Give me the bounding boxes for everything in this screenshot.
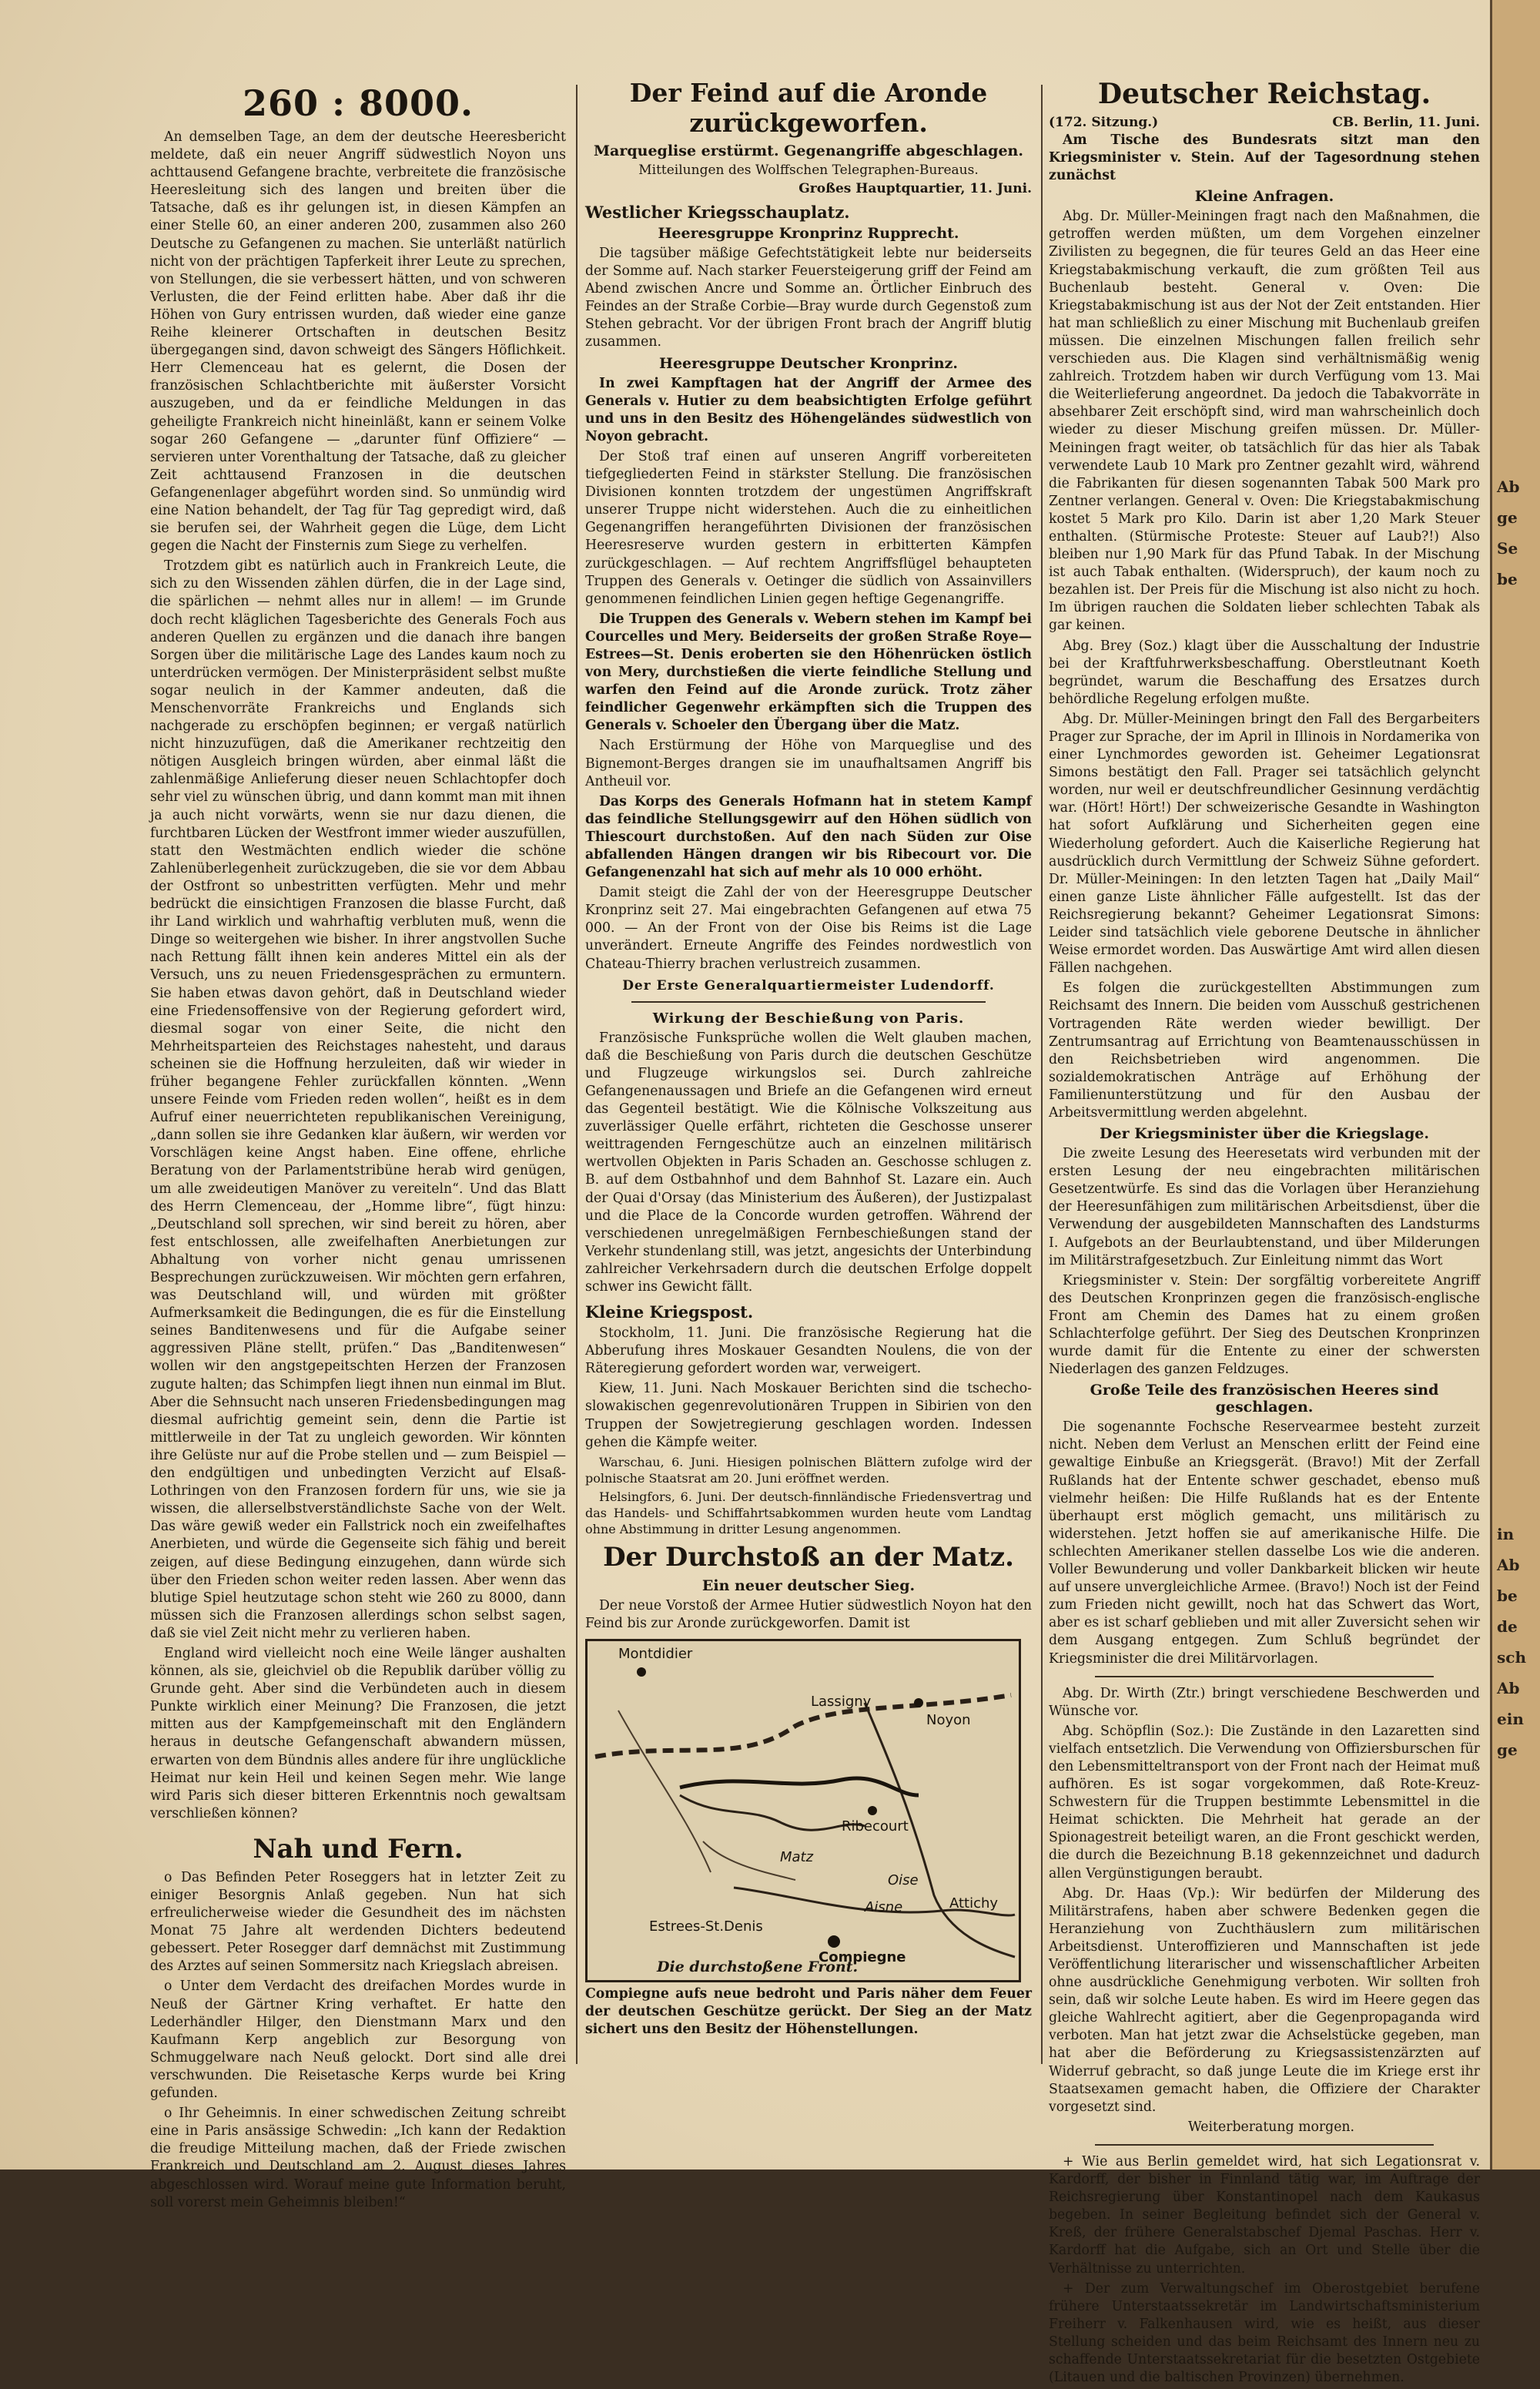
report-paragraph: Die tagsüber mäßige Gefechtstätigkeit lebte nur beiderseits der Somme auf. Nach starker Feuersteigerung griff der Feind am Abend zwischen Ancre und Somme an. Örtlicher Einbruch des Feindes an der Straße Corbie—Bray wurde durch Gegenstoß zum Stehen gebracht. Vor der übrigen Front brach der Angriff blutig zusammen. (585, 246, 1032, 350)
adjacent-page-edge (1490, 0, 1540, 2170)
news-item: + Wie aus Berlin gemeldet wird, hat sich Legationsrat v. Kardorff, der bisher in Finnland tätig war, im Auftrage der Reichsregierung über Konstantinopel nach dem Kaukasus begeben. In seiner Begleitung befindet sich der General v. Kreß, der frühere Generalstabschef Djemal Paschas. Herr v. Kardorff hat die Aufgabe, sich an Ort und Stelle über die Verhältnisse zu unterrichten. (1049, 2153, 1480, 2277)
edge-fragment: Ab (1497, 1679, 1520, 1697)
edge-fragment: sch (1497, 1648, 1526, 1667)
article-paragraph: An demselben Tage, an dem der deutsche Heeresbericht meldete, daß ein neuer Angriff südwestlich Noyon uns achttausend Gefangene brachte, verbreitete die französische Heeresleitung sich des langen und breiten über die Tatsache, daß es ihr gelungen ist, in diesen Kämpfen an einer Stelle 60, an einer anderen 200, zusammen also 260 Deutsche zu Gefangenen zu machen. Sie unterläßt natürlich nicht von der prächtigen Tapferkeit ihrer Leute zu sprechen, von Stellungen, die sie verbessert hätten, und von schweren Verlusten, die der Feind erlitten habe. Aber daß ihr die Höhen von Gury entrissen wurden, daß wieder eine ganze Reihe kleinerer Ortschaften in deutschen Besitz übergegangen sind, davon schweigt des Sängers Höflichkeit. Herr Clemenceau hat es gelernt, die Dosen der französischen Schlachtberichte mit äußerster Vorsicht auszugeben, und da er feindliche Meldungen in das geheiligte Frankreich nicht hineinläßt, kann er seinem Volke sogar 260 Gefangene — „darunter fünf Offiziere“ — servieren unter Vorenthaltung der Tatsache, daß zu gleicher Zeit achttausend Franzosen in die deutschen Gefangenenlager abgeführt worden sind. So unmündig wird eine Nation behandelt, der Tag für Tag gepredigt wird, daß sie berufen sei, der Wahrheit gegen die Lüge, dem Licht gegen die Nacht der Finsternis zum Siege zu verhelfen. (150, 129, 566, 555)
map-label: Aisne (865, 1898, 903, 1915)
signature-ludendorff: Der Erste Generalquartiermeister Ludendorff. (622, 977, 995, 993)
session-line (1049, 115, 1480, 130)
heading-paris: Wirkung der Beschießung von Paris. (652, 1010, 965, 1027)
news-item: o Unter dem Verdacht des dreifachen Mordes wurde in Neuß der Gärtner Kring verhaftet. Er hatte den Lederhändler Hilger, den Dienstmann Marx und den Kaufmann Kerp angeblich zur Besorgung von Schmuggelware nach Neuß gelockt. Dort sind alle drei verschwunden. Die Reisetasche Kerps wurde bei Kring gefunden. (150, 1979, 566, 2102)
divider (1095, 1676, 1434, 1677)
column-left (150, 73, 566, 2214)
report-paragraph: Damit steigt die Zahl der von der Heeresgruppe Deutscher Kronprinz seit 27. Mai eingebrachten Gefangenen auf etwa 75 000. — An der Front von der Oise bis Reims ist die Lage unverändert. Erneute Angriffe des Feindes nordwestlich von Chateau-Thierry brachen verlustreich zusammen. (585, 885, 1032, 972)
article-paragraph: Der neue Vorstoß der Armee Hutier südwestlich Noyon hat den Feind bis zur Aronde zurückgeworfen. Damit ist (585, 1597, 1032, 1631)
report-paragraph: Nach Erstürmung der Höhe von Marqueglise und des Bignemont-Berges drangen sie im unaufhaltsamen Angriff bis Antheuil vor. (585, 738, 1032, 789)
session-number: (172. Sitzung.) (1049, 115, 1159, 130)
edge-fragment: be (1497, 1587, 1518, 1605)
map-label: Montdidier (618, 1645, 693, 1662)
heading-kleine-anfragen: Kleine Anfragen. (1194, 188, 1334, 206)
article-paragraph: England wird vielleicht noch eine Weile länger aushalten können, als sie, gleichviel ob die Republik darüber völlig zu Grunde geht. Aber sind die Verbündeten auch in diesem Punkte wirklich einer Meinung? Die Franzosen, die jetzt mitten aus der Kampfgemeinschaft mit den Engländern heraus in deutsche Gefangenschaft abwandern müssen, erwarten von dem Bündnis alles andere für ihre unglückliche Heimat nur kein Heil und keinen Segen mehr. Wie lange wird Paris sich dieser bitteren Erkenntnis noch gewaltsam verschließen können? (150, 1645, 566, 1821)
edge-fragment: Ab (1497, 1556, 1520, 1574)
column-rule (576, 85, 578, 2064)
subheadline-matz: Ein neuer deutscher Sieg. (701, 1576, 916, 1594)
debate-paragraph: Kriegsminister v. Stein: Der sorgfältig vorbereitete Angriff des Deutschen Kronprinzen gegen die französisch-englische Front am Chemin des Dames hat zu einem großen Schlachterfolge geführt. Der Sieg des Deutschen Kronprinzen wurde damit für die Entente zu einer der schwersten Niederlagen des ganzen Feldzuges. (1049, 1272, 1480, 1378)
front-map (585, 1639, 1021, 1982)
column-rule (1041, 85, 1043, 2064)
post-item: Kiew, 11. Juni. Nach Moskauer Berichten sind die tschecho-slowakischen gegenrevolutionären Truppen in Sibirien von den Truppen der Sowjetregierung geschlagen worden. Indessen gehen die Kämpfe weiter. (585, 1381, 1032, 1450)
map-label: Matz (780, 1848, 814, 1865)
debate-paragraph: Abg. Dr. Haas (Vp.): Wir bedürfen der Milderung des Militärstrafens, haben aber schwere Bedenken gegen die Heranziehung von Zuchthäuslern zum militärischen Arbeitsdienst. Unteroffizieren und Mannschaften ist jede Veröffentlichung literarischer und wissenschaftlicher Arbeiten ohne ausdrückliche Genehmigung verboten. Wir sollten froh sein, daß wir solche Leute haben. Es wird im Heere gegen das gleiche Wahlrecht agitiert, aber die Gegenpropaganda wird verboten. Man hat jetzt zwar die Achselstücke gegeben, man hat aber die Beförderung zu Kriegsassistenzärzten auf Widerruf gebracht, so daß junge Leute die im Kriege erst ihr Staatsexamen gemacht haben, die Offiziere der Charakter vorgesetzt sind. (1049, 1885, 1480, 2115)
post-item: Helsingfors, 6. Juni. Der deutsch-finnländische Friedensvertrag und das Handels- und Schiffahrtsabkommen wurden heute vom Landtag ohne Abstimmung in dritter Lesung angenommen. (585, 1489, 1032, 1536)
news-item: o Ihr Geheimnis. In einer schwedischen Zeitung schreibt eine in Paris ansässige Schwedin: „Ich kann der Redaktion die freudige Mitteilung machen, daß der Friede zwischen Frankreich und Deutschland am 2. August dieses Jahres abgeschlossen wird. Worauf meine gute Information beruht, soll vorerst mein Geheimnis bleiben!“ (150, 2106, 566, 2210)
edge-fragment: ge (1497, 508, 1518, 527)
army-group-kronprinz: Heeresgruppe Deutscher Kronprinz. (659, 354, 958, 372)
debate-paragraph: Die zweite Lesung des Heeresetats wird verbunden mit der ersten Lesung der neu eingebrachten militärischen Gesetzentwürfe. Es sind das die Vorlagen über Heranziehung der Heeresunfähigen zum militärischen Arbeitsdienst, über die Verwendung der ausgebildeten Mannschaften des Landsturms I. Aufgebots an der Beurlaubtenstand, und über Milderungen im Militärstrafgesetzbuch. Zur Einleitung nimmt das Wort (1049, 1146, 1480, 1268)
report-paragraph: Das Korps des Generals Hofmann hat in stetem Kampf das feindliche Stellungsgewirr auf den Höhen südlich von Thiescourt durchstoßen. Auf den nach Süden zur Oise abfallenden Hängen drangen wir bis Ribecourt vor. Die Gefangenenzahl hat sich auf mehr als 10 000 erhöht. (585, 793, 1032, 881)
heading-kriegsminister: Der Kriegsminister über die Kriegslage. (1100, 1125, 1429, 1143)
section-west: Westlicher Kriegsschauplatz. (585, 203, 850, 222)
map-label: Noyon (926, 1711, 971, 1728)
news-item: + Der zum Verwaltungschef im Oberostgebiet berufene frühere Unterstaatssekretär im Landwirtschaftsministerium Freiherr v. Falkenhausen wird, wie es heißt, aus dieser Stellung scheiden und das beim Reichsamt des Innern neu zu schaffende Unterstaatssekretariat für die besetzten Ostgebiete (Litauen und die baltischen Provinzen) übernehmen. (1049, 2280, 1480, 2386)
debate-paragraph: Abg. Dr. Müller-Meiningen fragt nach den Maßnahmen, die getroffen werden müßten, um dem Vorgehen einzelner Zivilisten zu begegnen, die für teures Geld an das Heer eine Kriegstabakmischung verkauft, die zum größten Teil aus Buchenlaub besteht. General v. Oven: Die Kriegstabakmischung ist aus der Not der Zeit entstanden. Hier hat man schließlich zu einer Mischung mit Buchenlaub greifen müssen. Die einzelnen Mischungen fallen freilich sehr verschieden aus. Die Klagen sind verhältnismäßig wenig zahlreich. Trotzdem haben wir durch Verfügung vom 13. Mai die Weiterlieferung angeordnet. Da jedoch die Tabakvorräte in absehbarer Zeit erschöpft sind, wird man wahrscheinlich doch wieder zu dieser Mischung greifen müssen. Dr. Müller-Meiningen fragt weiter, ob tatsächlich für das hier als Tabak verwendete Laub 10 Mark pro Zentner gezahlt wird, während die Fabrikanten für diesen sogenannten Tabak 500 Mark pro Zentner verlangen. General v. Oven: Die Kriegstabakmischung kostet 5 Mark pro Kilo. Darin ist aber 1,20 Mark Steuer enthalten. (Stürmische Proteste: Steuer auf Laub?!) Also bleiben nur 1,90 Mark für das Pfund Tabak. In der Mischung ist auch Tabak enthalten. (Widerspruch), der kaum noch zu bezahlen ist. Der Preis für die Mischung ist also nicht zu hoch. Im übrigen rauchen die Soldaten lieber schlechten Tabak als gar keinen. (1049, 209, 1480, 634)
debate-paragraph: Es folgen die zurückgestellten Abstimmungen zum Reichsamt des Innern. Die beiden vom Ausschuß gestrichenen Vortragenden Räte werden wieder bewilligt. Der Zentrumsantrag auf Errichtung von Beamtenausschüssen in den Reichsbetrieben wird angenommen. Die sozialdemokratischen Anträge auf Erhöhung der Familienunterstützung und für den Ausbau der Arbeitsvermittlung werden abgelehnt. (1049, 980, 1480, 1121)
edge-fragment: Se (1497, 539, 1518, 558)
map-label: Ribecourt (842, 1818, 909, 1834)
intro-paragraph: Am Tische des Bundesrats sitzt man den Kriegsminister v. Stein. Auf der Tagesordnung stehen zunächst (1049, 132, 1480, 184)
divider (1095, 2144, 1434, 2146)
edge-fragment: de (1497, 1617, 1518, 1636)
army-group-rupprecht: Heeresgruppe Kronprinz Rupprecht. (658, 225, 959, 242)
dateline: Großes Hauptquartier, 11. Juni. (798, 181, 1032, 196)
headline-aronde: Der Feind auf die Aronde zurückgeworfen. (629, 78, 988, 138)
edge-fragment: in (1497, 1525, 1515, 1543)
map-label: Attichy (949, 1895, 999, 1912)
post-item: Warschau, 6. Juni. Hiesigen polnischen Blättern zufolge wird der polnische Staatsrat am 20. Juni eröffnet werden. (585, 1454, 1032, 1486)
heading-kriegspost: Kleine Kriegspost. (585, 1302, 754, 1322)
debate-paragraph: Abg. Schöpflin (Soz.): Die Zustände in den Lazaretten sind vielfach entsetzlich. Die Verwendung von Offiziersburschen für den Lebensmitteltransport von der Front nach der Heimat muß aufhören. Es ist sogar vorgekommen, daß Rote-Kreuz-Schwestern für die Truppen bestimmte Lebensmittel in die Heimat schickten. Die Mehrheit hat gerade an der Spionagestreit beteiligt waren, an die Front geschickt werden, die durch die Bezeichnung B.18 gekennzeichnet und dadurch allen Vergünstigungen beraubt. (1049, 1723, 1480, 1881)
adjournment-note: Weiterberatung morgen. (1187, 2119, 1355, 2135)
map-label: Lassigny (811, 1693, 872, 1710)
column-right (1049, 73, 1480, 2389)
report-paragraph: In zwei Kampftagen hat der Angriff der Armee des Generals v. Hutier zu dem beabsichtigten Erfolge geführt und uns in den Besitz des Höhengeländes südwestlich von Noyon gebracht. (585, 375, 1032, 444)
divider (631, 1001, 986, 1003)
news-item: o Das Befinden Peter Roseggers hat in letzter Zeit zu einiger Besorgnis Anlaß gegeben. Nun hat sich erfreulicherweise wieder die Gesundheit des im nächsten Monat 75 Jahre alt werdenden Dichters bedeutend gebessert. Peter Rosegger darf demnächst mit Zustimmung des Arztes auf seinen Sommersitz nach Kriegslach abreisen. (150, 1869, 566, 1975)
edge-fragment: ein (1497, 1710, 1524, 1728)
report-paragraph: Der Stoß traf einen auf unseren Angriff vorbereiteten tiefgegliederten Feind in stärkster Stellung. Die französischen Divisionen konnten trotzdem der ungestümen Angriffskraft unserer Truppe nicht widerstehen. Auch die zu einheitlichen Gegenangriffen herangeführten Divisionen der französischen Heeresreserve wurden gestern in erbitterten Kämpfen zurückgeschlagen. — Auf rechtem Angriffsflügel behaupteten Truppen des Generals v. Oetinger die südlich von Assainvillers genommenen feindlichen Linien gegen heftige Gegenangriffe. (585, 448, 1032, 607)
wire-source: Mitteilungen des Wolffschen Telegraphen-Bureaus. (638, 163, 979, 178)
map-caption: Die durchstoßene Front. (657, 1958, 859, 1975)
headline-260-8000: 260 : 8000. (242, 82, 474, 124)
section-heading-nah-und-fern: Nah und Fern. (253, 1833, 464, 1865)
subheadline: Marqueglise erstürmt. Gegenangriffe abgeschlagen. (594, 142, 1023, 159)
article-paragraph: Französische Funksprüche wollen die Welt glauben machen, daß die Beschießung von Paris durch die deutschen Geschütze und Flugzeuge wirkungslos sei. Durch zahlreiche Gefangenenaussagen und Briefe an die Gefangenen wird erneut das Gegenteil bestätigt. Wie die Kölnische Volkszeitung aus zuverlässiger Quelle erfährt, richteten die Geschosse unserer weittragenden Ferngeschütze auch an einzelnen militärisch wertvollen Objekten in Paris Schaden an. Geschosse schlugen z. B. auf dem Ostbahnhof und dem Bahnhof St. Lazare ein. Auch der Quai d'Orsay (das Ministerium des Äußeren), der Justizpalast und die Place de la Concorde wurden getroffen. Während der verschiedenen unregelmäßigen Fernbeschießungen stand der Verkehr stundenlang still, was jetzt, angesichts der Unterbindung zahlreicher Verkehrsadern durch die deutschen Erfolge doppelt schwer ins Gewicht fällt. (585, 1030, 1032, 1295)
edge-fragment: Ab (1497, 477, 1520, 496)
heading-grosse-teile: Große Teile des französischen Heeres sind geschlagen. (1090, 1382, 1439, 1416)
article-paragraph: Trotzdem gibt es natürlich auch in Frankreich Leute, die sich zu den Wissenden zählen dürfen, die in der Lage sind, die spärlichen — nehmt alles nur in allem! — im Grunde doch recht kläglichen Tagesberichte des Generals Foch aus anderen Quellen zu ergänzen und die danach ihre bangen Sorgen über die militärische Lage des Landes kaum noch zu unterdrücken vermögen. Der Ministerpräsident selbst mußte sogar neulich in der Kammer andeuten, daß die Menschenvorräte Frankreichs und Englands sich nachgerade zu erschöpfen beginnen; er vergaß natürlich nicht hinzuzufügen, daß die Amerikaner rechtzeitig den nötigen Ausgleich bringen würden, aber einmal läßt die zahlenmäßige Anlieferung dieser neuen Schlachtopfer doch sehr viel zu wünschen übrig, und dann kommt man mit ihnen ja auch nicht vorwärts, wenn sie nur dazu dienen, die furchtbaren Lücken der Westfront immer wieder auszufüllen, statt den Westmächten endlich wieder die schöne Zahlenüberlegenheit zurückzugeben, die sie vor dem Abbau der Ostfront so unbestritten verfügten. Mehr und mehr bedrückt die einsichtigen Franzosen die blasse Furcht, daß ihr Land wirklich und wahrhaftig verbluten muß, wenn die Dinge so weitergehen wie bisher. In ihrer angstvollen Suche nach Rettung fällt ihnen kein anderes Mittel ein als der Versuch, uns zu neuen Friedensgesprächen zu ermuntern. Sie haben etwas davon gehört, daß in Deutschland wieder eine Friedensoffensive von der Regierung gefordert wird, diesmal sogar von einer Seite, die nicht den Mehrheitsparteien des Reichstages nahesteht, und daraus scheinen sie die Hoffnung herzuleiten, daß wir wieder in früher begangene Fehler zurückfallen könnten. „Wenn unsere Feinde vom Frieden reden wollen“, heißt es in dem Aufruf einer neuerrichteten republikanischen Vereinigung, „dann sollen sie ihre Gedanken klar äußern, wir werden vor Vorschlägen keine Angst haben. Eine offene, ehrliche Beratung von der Parlamentstribüne herab wird genügen, um alle zweideutigen Manöver zu vereiteln“. Und das Blatt des Herrn Clemenceau, der „Homme libre“, fügt hinzu: „Deutschland soll sprechen, wir sind bereit zu hören, aber fest entschlossen, alle zweifelhaften Anerbietungen zur Abhaltung von vorher nicht genau umrissenen Besprechungen zurückzuweisen. Wir möchten gern erfahren, was Deutschland will, und würden mit größter Aufmerksamkeit die Bedingungen, die es für die Einstellung seines Banditenwesens und für die Aufgabe seiner aggressiven Pläne stellt, prüfen.“ Das „Banditenwesen“ wollen wir den angstgepeitschten Herzen der Franzosen zugute halten; das Schimpfen liegt ihnen nun einmal im Blut. Aber die Sehnsucht nach unseren Friedensbedingungen mag diesmal aufrichtig gemeint sein, denn die Partie ist mittlerweile in der Tat zu ungleich geworden. Wir könnten ihre Gelüste nur auf die Probe stellen und — zum Beispiel — den endgültigen und unbedingten Verzicht auf Elsaß-Lothringen von den Franzosen fordern für uns, wie sie ja wissen, die allerselbstverständlichste Sache von der Welt. Das wäre gewiß weder ein Fallstrick noch ein zweifelhaftes Anerbieten, und würde die Gegenseite sich fähig und bereit zeigen, auf diese Bedingung einzugehen, dann würde sich über den Frieden schon weiter reden lassen. Aber wenn das blutige Spiel heutzutage schon steht wie 260 zu 8000, dann müssen sich die Franzosen allerdings schon selbst sagen, daß sie viel Zeit nicht mehr zu verlieren haben. (150, 558, 566, 1641)
column-middle (585, 73, 1032, 2041)
headline-matz: Der Durchstoß an der Matz. (603, 1541, 1014, 1573)
post-item: Stockholm, 11. Juni. Die französische Regierung hat die Abberufung ihres Moskauer Gesandten Noulens, die von der Räteregierung gefordert worden war, verweigert. (585, 1325, 1032, 1377)
edge-fragment: ge (1497, 1741, 1518, 1759)
map-label: Compiegne (819, 1948, 906, 1965)
debate-paragraph: Abg. Brey (Soz.) klagt über die Ausschaltung der Industrie bei der Kraftfuhrwerksbeschaffung. Oberstleutnant Koeth begründet, warum die Beschaffung des Ersatzes durch behördliche Regelung erfolgen mußte. (1049, 638, 1480, 707)
map-closing-paragraph: Compiegne aufs neue bedroht und Paris näher dem Feuer der deutschen Geschütze gerückt. Der Sieg an der Matz sichert uns den Besitz der Höhenstellungen. (585, 1985, 1032, 2038)
edge-fragment: be (1497, 570, 1518, 588)
debate-paragraph: Die sogenannte Fochsche Reservearmee besteht zurzeit nicht. Neben dem Verlust an Menschen erlitt der Feind eine gewaltige Einbuße an Kriegsgerät. (Bravo!) Mit der Zerfall Rußlands hat der Entente schwer geschadet, ebenso muß vielmehr heißen: Die Hilfe Rußlands hat es der Entente überhaupt erst möglich gemacht, uns militärisch zu widerstehen. Jetzt hoffen sie auf amerikanische Hilfe. Die schlechten Amerikaner stellen dasselbe Los wie die anderen. Voller Bewunderung und voller Dankbarkeit blicken wir heute auf unsere unvergleichliche Armee. (Bravo!) Noch ist der Feind zum Frieden nicht gewillt, noch hat das Schwert das Wort, aber es ist scharf geblieben und mit aller Zuversicht sehen wir dem Ausgang entgegen. Zum Schluß begründet der Kriegsminister die drei Militärvorlagen. (1049, 1419, 1480, 1667)
session-dateline: CB. Berlin, 11. Juni. (1332, 115, 1480, 130)
debate-paragraph: Abg. Dr. Wirth (Ztr.) bringt verschiedene Beschwerden und Wünsche vor. (1049, 1685, 1480, 1719)
report-paragraph: Die Truppen des Generals v. Webern stehen im Kampf bei Courcelles und Mery. Beiderseits der großen Straße Roye—Estrees—St. Denis eroberten sie den Höhenrücken östlich von Mery, durchstießen die vierte feindliche Stellung und warfen den Feind auf die Aronde zurück. Trotz zäher feindlicher Gegenwehr erkämpften sich die Truppen des Generals v. Schoeler den Übergang über die Matz. (585, 611, 1032, 734)
map-label: Estrees-St.Denis (649, 1918, 763, 1935)
map-label: Oise (888, 1871, 919, 1888)
debate-paragraph: Abg. Dr. Müller-Meiningen bringt den Fall des Bergarbeiters Prager zur Sprache, der im April in Illinois in Nordamerika von einer Lynchmordes geworden ist. Geheimer Legationsrat Simons bestätigt den Fall. Prager sei tatsächlich gelyncht worden, nur weil er deutschfreundlicher Gesinnung verdächtig war. (Hört! Hört!) Der schweizerische Gesandte in Washington hat sofort Aufklärung und Sicherheiten gegen eine Wiederholung gefordert. Auch die Kaiserliche Regierung hat ausdrücklich durch Vermittlung der Schweiz Sühne gefordert. Dr. Müller-Meiningen: In den letzten Tagen hat „Daily Mail“ einen ganze Liste ähnlicher Fälle aufgestellt. Ist das der Reichsregierung bekannt? Geheimer Legationsrat Simons: Leider sind tatsächlich viele geborene Deutsche in ähnlicher Weise ermordet worden. Das Auswärtige Amt wird allen diesen Fällen nachgehen. (1049, 711, 1480, 977)
headline-reichstag: Deutscher Reichstag. (1097, 78, 1431, 110)
